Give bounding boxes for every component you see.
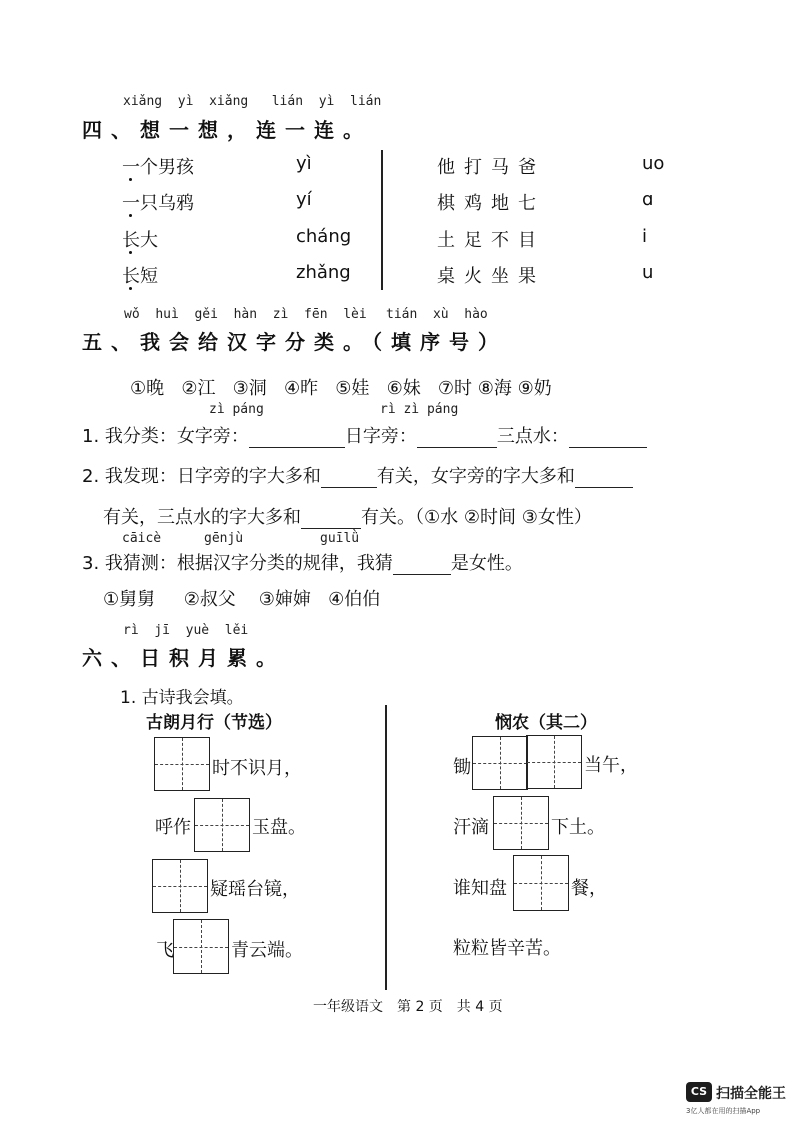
char-item: ⑥妹	[386, 378, 421, 399]
q3-text: 是女性。	[450, 553, 523, 574]
pinyin: wǒ	[124, 307, 140, 322]
poem1-title: 古朗月行（节选）	[146, 713, 282, 733]
vowel-3: i	[642, 226, 648, 247]
watermark-tagline: 3亿人都在用的扫描App	[686, 1107, 761, 1115]
poem2-line3-b: 餐，	[571, 878, 607, 899]
poem2-line3-a: 谁知盘	[453, 878, 507, 899]
title-paren: （填序号）	[372, 330, 507, 354]
answer-blank-shui[interactable]	[569, 429, 647, 448]
vowel-1: uo	[642, 153, 665, 174]
option: ④伯伯	[328, 589, 381, 610]
pinyin: xiǎng	[123, 94, 163, 109]
q1-mid: 日字旁：	[344, 426, 417, 447]
q3-line	[82, 549, 523, 575]
q1-end: 三点水：	[496, 426, 569, 447]
right-words-3: 土足不目	[437, 230, 545, 251]
q2-text: 有关。（①水 ②时间 ③女性）	[361, 507, 592, 528]
q2-text: 2. 我发现：日字旁的字大多和	[82, 466, 321, 487]
left-pinyin-2: yí	[296, 189, 312, 210]
right-words-1: 他打马爸	[437, 157, 545, 178]
option: ①舅舅	[103, 589, 156, 610]
section6-sub: 1. 古诗我会填。	[120, 688, 244, 708]
q3-text: 3. 我猜测：根据汉字分类的规律，我猜	[82, 553, 393, 574]
title-text: 五、我会给汉字分类。	[82, 330, 372, 354]
q2-line1	[82, 462, 633, 488]
char-box[interactable]	[493, 796, 549, 850]
char-box[interactable]	[513, 855, 569, 911]
q1-pinyin-a: zì páng	[209, 402, 264, 417]
q2-text: 有关，女字旁的字大多和	[376, 466, 575, 487]
poem2-line2-a: 汗滴	[453, 817, 489, 838]
char-item: ⑧海	[477, 378, 512, 399]
pinyin: fēn	[304, 307, 328, 322]
poem2-title: 悯农（其二）	[495, 713, 597, 733]
char-box[interactable]	[173, 919, 229, 974]
answer-blank-nv[interactable]	[249, 429, 345, 448]
pinyin: yì	[177, 94, 194, 109]
pinyin: yì	[318, 94, 335, 109]
pinyin: lèi	[343, 307, 367, 322]
char-item: ⑨奶	[517, 378, 552, 399]
left-word-4: 长短	[122, 266, 158, 287]
q2-line2	[103, 503, 592, 529]
left-word-3: 长大	[122, 230, 158, 251]
left-pinyin-3: cháng	[296, 226, 352, 247]
poem1-line1: 时不识月，	[212, 758, 302, 779]
q2-text: 有关，三点水的字大多和	[103, 507, 301, 528]
answer-blank[interactable]	[321, 469, 377, 488]
page-footer: 一年级语文 第 2 页 共 4 页	[313, 999, 503, 1015]
poem1-line2-b: 玉盘。	[252, 817, 306, 838]
poem-divider	[385, 705, 387, 990]
q3-pinyin-c: guīlǜ	[320, 531, 360, 546]
poem1-line2-a: 呼作	[155, 817, 191, 838]
q1-line	[82, 422, 647, 448]
char-box[interactable]	[152, 859, 208, 913]
q1-pinyin-b: rì zì páng	[380, 402, 459, 417]
poem1-line4-a: 飞	[156, 940, 174, 961]
char-item: ⑦时	[437, 378, 473, 399]
emphasis-dot	[129, 287, 132, 290]
char-box[interactable]	[194, 798, 250, 852]
pinyin: gěi	[194, 307, 218, 322]
emphasis-dot	[129, 178, 132, 181]
section5-title	[82, 326, 507, 355]
option: ②叔父	[183, 589, 236, 610]
vowel-4: u	[642, 262, 654, 283]
pinyin: lián	[350, 94, 382, 109]
pinyin: lián	[271, 94, 304, 109]
left-word-1: 一个男孩	[122, 157, 194, 178]
answer-blank[interactable]	[393, 556, 451, 575]
pinyin: jī	[154, 623, 170, 638]
section4-pinyin	[123, 94, 381, 109]
char-list	[130, 374, 552, 400]
section5-pinyin-2	[386, 307, 488, 322]
watermark-brand: 扫描全能王	[716, 1086, 786, 1102]
poem2-line1-b: 当午，	[584, 755, 638, 776]
answer-blank[interactable]	[575, 469, 633, 488]
char-box[interactable]	[472, 736, 528, 790]
q1-prefix: 1. 我分类：女字旁：	[82, 426, 249, 447]
camscanner-logo: CS	[686, 1082, 712, 1102]
char-item: ④昨	[283, 378, 319, 399]
char-item: ①晚	[130, 378, 165, 399]
pinyin: lěi	[224, 623, 249, 638]
right-words-4: 桌火坐果	[437, 266, 545, 287]
char-item: ②江	[181, 378, 216, 399]
pinyin: zì	[272, 307, 289, 322]
emphasis-dot	[129, 251, 132, 254]
pinyin: hào	[464, 307, 488, 322]
poem1-line3: 疑瑶台镜，	[210, 879, 300, 900]
pinyin: hàn	[233, 307, 258, 322]
section5-pinyin	[124, 307, 367, 322]
section6-title: 六、日积月累。	[82, 646, 285, 670]
poem2-line4: 粒粒皆辛苦。	[453, 938, 561, 959]
divider-line	[381, 150, 383, 290]
q3-pinyin-a: cāicè	[122, 531, 162, 546]
pinyin: huì	[155, 307, 179, 322]
pinyin: yuè	[185, 623, 210, 638]
pinyin: xiǎng	[209, 94, 249, 109]
left-pinyin-4: zhǎng	[296, 262, 351, 283]
option: ③婶婶	[258, 589, 311, 610]
emphasis-dot	[129, 214, 132, 217]
right-words-2: 棋鸡地七	[437, 193, 545, 214]
answer-blank[interactable]	[301, 510, 361, 529]
poem2-line2-b: 下土。	[551, 817, 605, 838]
pinyin: xù	[432, 307, 449, 322]
left-word-2: 一只乌鸦	[122, 193, 194, 214]
vowel-2: ɑ	[642, 189, 654, 210]
char-box[interactable]	[526, 735, 582, 789]
q3-pinyin-b: gēnjù	[204, 531, 244, 546]
pinyin: rì	[123, 623, 139, 638]
pinyin: tián	[386, 307, 418, 322]
char-item: ⑤娃	[335, 378, 370, 399]
q3-options	[103, 585, 380, 611]
char-box[interactable]	[154, 737, 210, 791]
poem2-line1-a: 锄	[453, 757, 471, 778]
section4-title: 四、想一想，连一连。	[82, 118, 372, 142]
left-pinyin-1: yì	[296, 153, 312, 174]
char-item: ③洞	[232, 378, 267, 399]
section6-pinyin	[123, 623, 248, 638]
poem1-line4-b: 青云端。	[231, 940, 303, 961]
answer-blank-ri[interactable]	[417, 429, 497, 448]
